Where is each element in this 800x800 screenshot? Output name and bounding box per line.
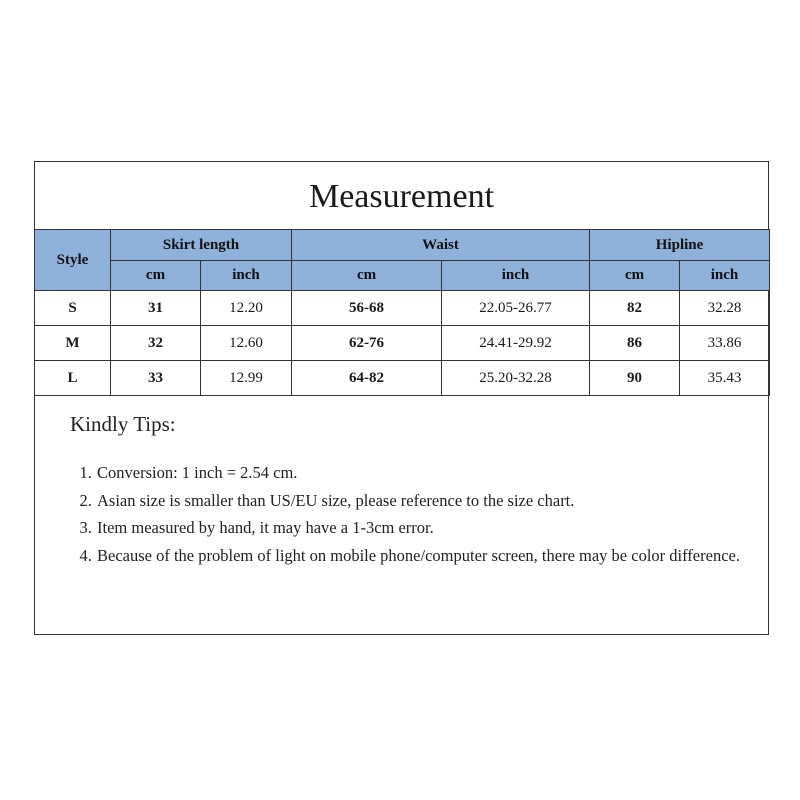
skirt-cm-cell: 31 (111, 291, 201, 326)
unit-header: cm (292, 261, 442, 291)
skirt-cm-cell: 33 (111, 361, 201, 396)
list-item: 3. Item measured by hand, it may have a 1-3cm error. (96, 514, 750, 542)
page-title: Measurement (308, 178, 495, 215)
style-cell: M (35, 326, 111, 361)
hip-cm-cell: 90 (590, 361, 680, 396)
kindly-tips-section (70, 412, 750, 569)
skirt-cm-cell: 32 (111, 326, 201, 361)
unit-header: inch (442, 261, 590, 291)
waist-inch-cell: 25.20-32.28 (442, 361, 590, 396)
unit-header: cm (111, 261, 201, 291)
measurement-card (34, 161, 769, 635)
tips-title: Kindly Tips: (70, 412, 176, 436)
style-cell: L (35, 361, 111, 396)
waist-inch-cell: 22.05-26.77 (442, 291, 590, 326)
waist-header: Waist (292, 230, 590, 261)
unit-header: inch (680, 261, 770, 291)
list-item: 4. Because of the problem of light on mobile phone/computer screen, there may be color difference. (96, 542, 750, 570)
table-row (35, 361, 770, 396)
list-item: 1. Conversion: 1 inch = 2.54 cm. (96, 459, 750, 487)
unit-header: inch (201, 261, 292, 291)
skirt-inch-cell: 12.60 (201, 326, 292, 361)
hip-inch-cell: 32.28 (680, 291, 770, 326)
hip-inch-cell: 33.86 (680, 326, 770, 361)
hipline-header: Hipline (590, 230, 770, 261)
table-row (35, 326, 770, 361)
list-item: 2. Asian size is smaller than US/EU size, please reference to the size chart. (96, 487, 750, 515)
hip-cm-cell: 82 (590, 291, 680, 326)
style-cell: S (35, 291, 111, 326)
waist-inch-cell: 24.41-29.92 (442, 326, 590, 361)
unit-header: cm (590, 261, 680, 291)
style-column-header: Style (35, 230, 111, 291)
hip-inch-cell: 35.43 (680, 361, 770, 396)
size-chart-table (34, 229, 770, 396)
skirt-inch-cell: 12.20 (201, 291, 292, 326)
table-unit-row (35, 261, 770, 291)
tips-list (70, 459, 750, 569)
skirt-length-header: Skirt length (111, 230, 292, 261)
table-header-row (35, 230, 770, 261)
waist-cm-cell: 62-76 (292, 326, 442, 361)
waist-cm-cell: 64-82 (292, 361, 442, 396)
skirt-inch-cell: 12.99 (201, 361, 292, 396)
table-row (35, 291, 770, 326)
hip-cm-cell: 86 (590, 326, 680, 361)
waist-cm-cell: 56-68 (292, 291, 442, 326)
